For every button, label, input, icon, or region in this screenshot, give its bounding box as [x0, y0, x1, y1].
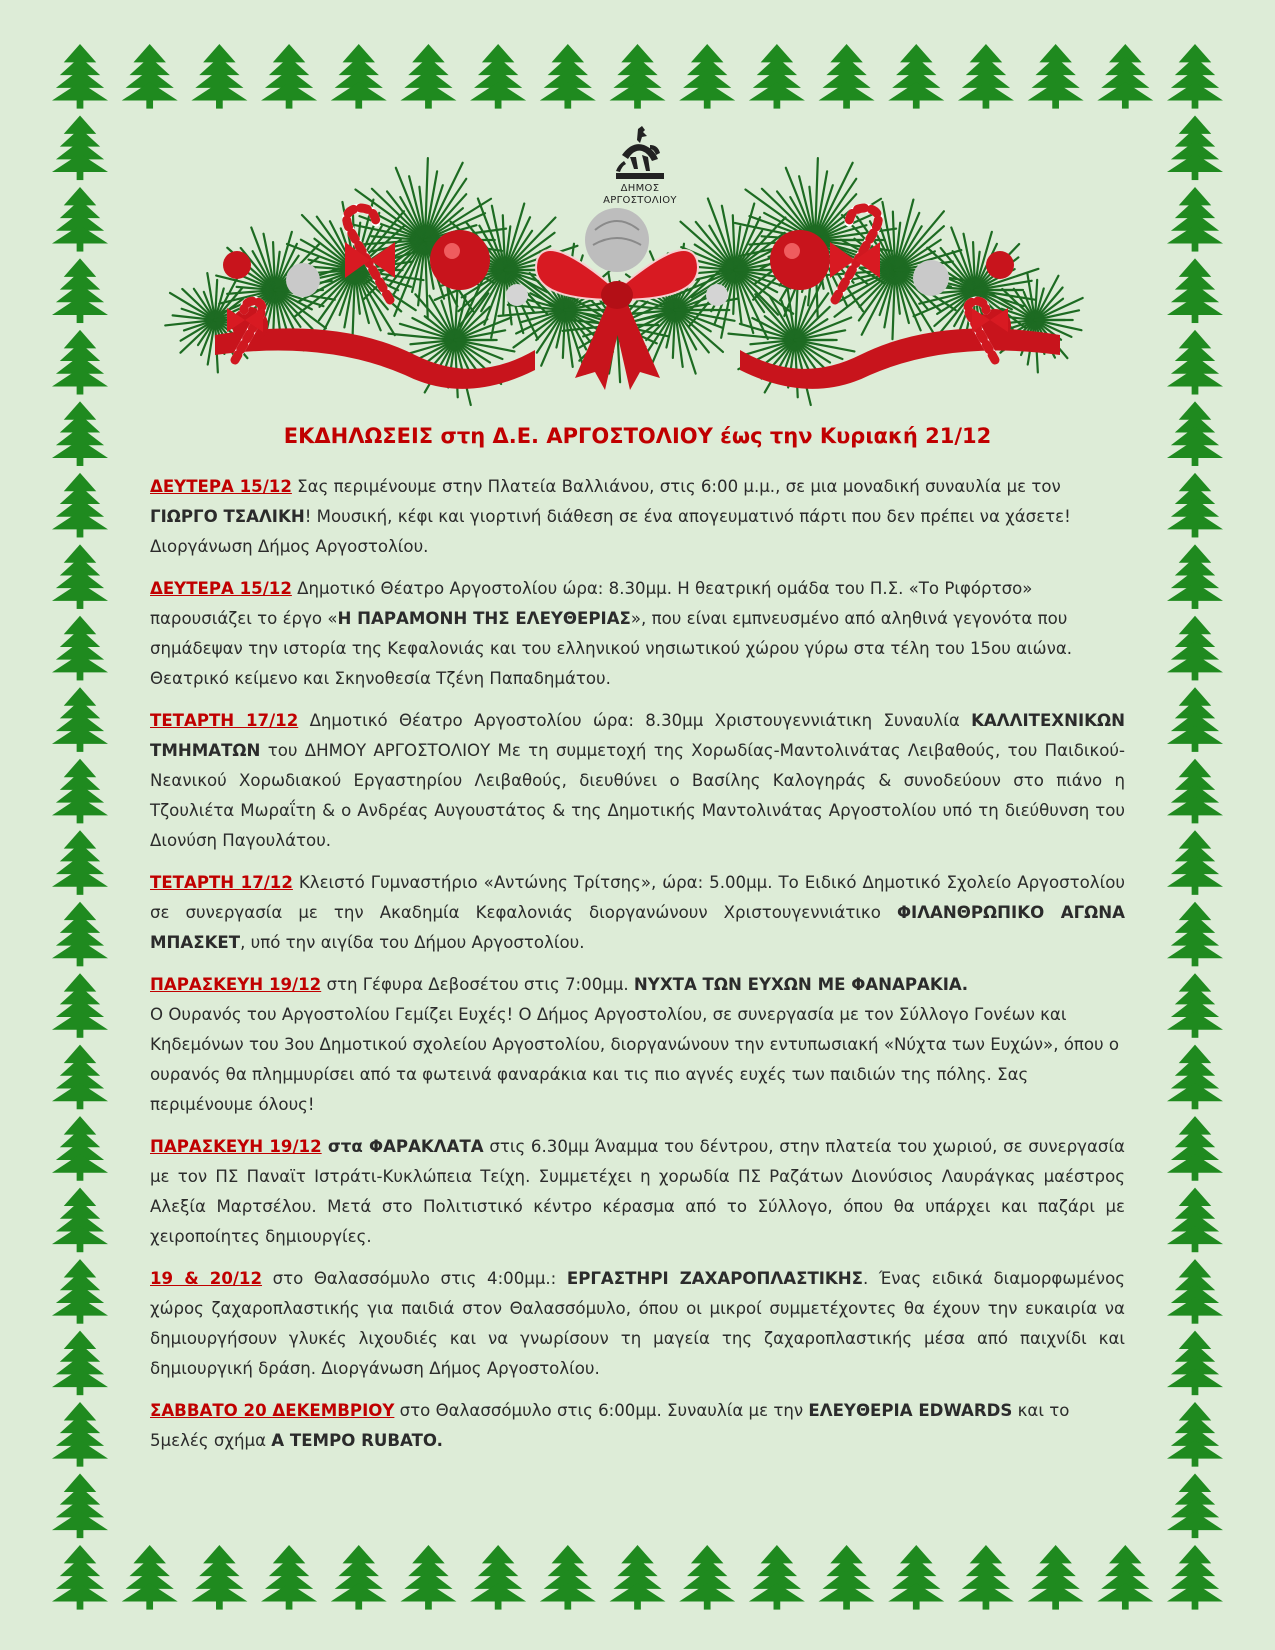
- christmas-tree-icon: [191, 1545, 247, 1610]
- events-list: [150, 472, 1125, 1468]
- christmas-tree-icon: [1097, 44, 1153, 109]
- christmas-tree-icon: [400, 44, 456, 109]
- christmas-tree-icon: [52, 902, 108, 967]
- christmas-tree-icon: [679, 1545, 735, 1610]
- event-highlight: ΕΡΓΑΣΤΗΡΙ ΖΑΧΑΡΟΠΛΑΣΤΙΚΗΣ: [566, 1269, 864, 1288]
- christmas-tree-icon: [52, 616, 108, 681]
- red-bauble: [430, 230, 490, 290]
- christmas-garland-illustration: [155, 150, 1120, 410]
- event-date-label: ΠΑΡΑΣΚΕΥΗ 19/12: [150, 975, 322, 994]
- event-highlight: ΝΥΧΤΑ ΤΩΝ ΕΥΧΩΝ ΜΕ ΦΑΝΑΡΑΚΙΑ.: [633, 975, 969, 994]
- christmas-tree-icon: [1097, 1545, 1153, 1610]
- christmas-tree-icon: [52, 1402, 108, 1467]
- christmas-tree-icon: [470, 1545, 526, 1610]
- christmas-tree-icon: [1167, 401, 1223, 466]
- christmas-tree-icon: [540, 44, 596, 109]
- silver-bauble: [706, 284, 728, 306]
- christmas-tree-icon: [52, 330, 108, 395]
- christmas-tree-icon: [52, 973, 108, 1038]
- christmas-tree-icon: [1167, 44, 1223, 109]
- silver-bauble: [585, 208, 649, 272]
- event-text: Σας περιμένουμε στην Πλατεία Βαλλιάνου, στις 6:00 μ.μ., σε μια μοναδική συναυλία με τον: [291, 477, 1061, 496]
- christmas-tree-icon: [52, 187, 108, 252]
- christmas-tree-icon: [1028, 1545, 1084, 1610]
- event-text: στο Θαλασσόμυλο στις 6:00μμ. Συναυλία με την: [394, 1401, 809, 1420]
- christmas-tree-icon: [1167, 1259, 1223, 1324]
- christmas-tree-icon: [52, 1474, 108, 1539]
- christmas-tree-icon: [819, 44, 875, 109]
- christmas-tree-icon: [1167, 1116, 1223, 1181]
- christmas-tree-icon: [1167, 902, 1223, 967]
- event-date-label: ΔΕΥΤΕΡΑ 15/12: [150, 579, 292, 598]
- event-text: Δημοτικό Θέατρο Αργοστολίου ώρα: 8.30μμ Χριστουγεννιάτικη Συναυλία: [298, 711, 972, 730]
- christmas-tree-icon: [1167, 973, 1223, 1038]
- event-date-label: ΔΕΥΤΕΡΑ 15/12: [150, 477, 292, 496]
- christmas-tree-icon: [52, 115, 108, 180]
- christmas-tree-icon: [1167, 258, 1223, 323]
- christmas-tree-icon: [958, 1545, 1014, 1610]
- christmas-tree-icon: [52, 1188, 108, 1253]
- red-bauble: [986, 251, 1014, 279]
- christmas-tree-icon: [331, 44, 387, 109]
- christmas-tree-icon: [191, 44, 247, 109]
- red-bauble: [770, 230, 830, 290]
- event-text: Ο Ουρανός του Αργοστολίου Γεμίζει Ευχές! Ο Δήμος Αργοστολίου, σε συνεργασία με τον Σύλλογο Γονέων και Κηδεμόνων του 3ου Δημοτικού σχολείου Αργοστολίου, διοργανώνουν την εντυπωσιακή «Νύχτα των Ευχών», όπου ο ουρανός θα πλημμυρίσει από τα φωτεινά φαναράκια και τις πιο αγνές ευχές των παιδιών της πόλης. Σας περιμένουμε όλους!: [150, 1005, 1120, 1114]
- christmas-tree-icon: [470, 44, 526, 109]
- christmas-tree-icon: [1167, 1545, 1223, 1610]
- event-paragraph: [150, 868, 1125, 958]
- silver-bauble: [913, 260, 949, 296]
- christmas-tree-icon: [52, 473, 108, 538]
- christmas-tree-icon: [888, 44, 944, 109]
- event-paragraph: [150, 970, 1125, 1120]
- christmas-tree-icon: [610, 1545, 666, 1610]
- event-paragraph: [150, 574, 1125, 694]
- christmas-tree-icon: [52, 759, 108, 824]
- christmas-tree-icon: [1167, 1474, 1223, 1539]
- red-bauble: [223, 251, 251, 279]
- christmas-tree-icon: [679, 44, 735, 109]
- christmas-tree-icon: [331, 1545, 387, 1610]
- christmas-tree-icon: [1167, 1188, 1223, 1253]
- event-paragraph: [150, 1396, 1125, 1456]
- silver-bauble: [506, 284, 528, 306]
- event-date-label: ΤΕΤΑΡΤΗ 17/12: [150, 711, 299, 730]
- christmas-tree-icon: [52, 1045, 108, 1110]
- event-highlight: ΓΙΩΡΓΟ ΤΣΑΛΙΚΗ: [150, 507, 305, 526]
- christmas-tree-icon: [52, 1116, 108, 1181]
- christmas-tree-icon: [52, 1331, 108, 1396]
- christmas-tree-icon: [400, 1545, 456, 1610]
- christmas-tree-icon: [52, 1545, 108, 1610]
- event-highlight: ΚΑΛΛΙΤΕΧΝΙΚΩΝ ΤΜΗΜΑΤΩΝ: [150, 711, 1125, 760]
- silver-bauble: [286, 263, 320, 297]
- event-text: ! Μουσική, κέφι και γιορτινή διάθεση σε ένα απογευματινό πάρτι που δεν πρέπει να χάσετε! Διοργάνωση Δήμος Αργοστολίου.: [150, 507, 1071, 556]
- event-highlight: ΕΛΕΥΘΕΡΙΑ EDWARDS: [808, 1401, 1013, 1420]
- christmas-tree-icon: [610, 44, 666, 109]
- christmas-tree-icon: [1167, 830, 1223, 895]
- christmas-tree-icon: [958, 44, 1014, 109]
- event-text: και το 5μελές σχήμα: [150, 1401, 1070, 1450]
- christmas-tree-icon: [52, 544, 108, 609]
- event-paragraph: [150, 706, 1125, 856]
- event-highlight: A TEMPO RUBATO.: [271, 1431, 443, 1450]
- christmas-tree-icon: [1167, 473, 1223, 538]
- event-paragraph: [150, 472, 1125, 562]
- event-text: του ΔΗΜΟΥ ΑΡΓΟΣΤΟΛΙΟΥ Με τη συμμετοχή της Χορωδίας-Μαντολινάτας Λειβαθούς, του Παιδικού-Νεανικού Χορωδιακού Εργαστηρίου Λειβαθούς, διευθύνει ο Βασίλης Καλογηράς & συνοδεύουν στο πιάνο η Τζουλιέτα Μωραΐτη & ο Ανδρέας Αυγουστάτος & της Δημοτικής Μαντολινάτας Αργοστολίου υπό τη διεύθυνση του Διονύση Παγουλάτου.: [150, 741, 1125, 850]
- christmas-tree-icon: [1167, 544, 1223, 609]
- christmas-tree-icon: [1167, 759, 1223, 824]
- christmas-tree-icon: [1167, 687, 1223, 752]
- event-text: . Ένας ειδικά διαμορφωμένος χώρος ζαχαροπλαστικής για παιδιά στον Θαλασσόμυλο, όπου οι μικροί συμμετέχοντες θα έχουν την ευκαιρία να δημιουργήσουν γλυκές λιχουδιές και να γνωρίσουν τη μαγεία της ζαχαροπλαστικής μέσα από παιχνίδι και δημιουργική δράση. Διοργάνωση Δήμος Αργοστολίου.: [150, 1269, 1125, 1378]
- event-date-label: ΣΑΒΒΑΤΟ 20 ΔΕΚΕΜΒΡΙΟΥ: [150, 1401, 395, 1420]
- christmas-tree-icon: [1028, 44, 1084, 109]
- event-paragraph: [150, 1264, 1125, 1384]
- christmas-tree-icon: [261, 44, 317, 109]
- christmas-tree-icon: [122, 44, 178, 109]
- christmas-tree-icon: [1167, 1402, 1223, 1467]
- christmas-tree-icon: [1167, 115, 1223, 180]
- event-text: Δημοτικό Θέατρο Αργοστολίου ώρα: 8.30μμ. Η θεατρική ομάδα του Π.Σ. «Το Ριφόρτσο» παρουσιάζει το έργο «: [150, 579, 1033, 628]
- christmas-tree-icon: [52, 44, 108, 109]
- christmas-tree-icon: [749, 1545, 805, 1610]
- page-title: ΕΚΔΗΛΩΣΕΙΣ στη Δ.Ε. ΑΡΓΟΣΤΟΛΙΟΥ έως την Κυριακή 21/12: [283, 424, 992, 448]
- christmas-tree-icon: [52, 1259, 108, 1324]
- logo-line1: ΔΗΜΟΣ: [620, 183, 660, 194]
- christmas-tree-icon: [1167, 330, 1223, 395]
- event-text: στη Γέφυρα Δεβοσέτου στις 7:00μμ.: [321, 975, 634, 994]
- christmas-tree-icon: [52, 830, 108, 895]
- christmas-tree-icon: [122, 1545, 178, 1610]
- christmas-tree-icon: [52, 401, 108, 466]
- christmas-tree-icon: [1167, 616, 1223, 681]
- event-highlight: Η ΠΑΡΑΜΟΝΗ ΤΗΣ ΕΛΕΥΘΕΡΙΑΣ: [337, 609, 631, 628]
- christmas-tree-icon: [1167, 1331, 1223, 1396]
- christmas-tree-icon: [52, 258, 108, 323]
- event-highlight: ΦΙΛΑΝΘΡΩΠΙΚΟ ΑΓΩΝΑ ΜΠΑΣΚΕΤ: [150, 903, 1125, 952]
- christmas-tree-icon: [749, 44, 805, 109]
- event-date-label: ΤΕΤΑΡΤΗ 17/12: [150, 873, 293, 892]
- christmas-tree-icon: [888, 1545, 944, 1610]
- event-text: , υπό την αιγίδα του Δήμου Αργοστολίου.: [240, 933, 585, 952]
- event-text: στις 6.30μμ Άναμμα του δέντρου, στην πλατεία του χωριού, σε συνεργασία με τον ΠΣ Παναϊτ Ιστράτι-Κυκλώπεια Τείχη. Συμμετέχει η χορωδία ΠΣ Ραζάτων Διονύσιος Λαυράγκας μαέστρος Αλεξία Μαρτσέλου. Μετά στο Πολιτιστικό κέντρο κέρασμα από το Σύλλογο, όπου θα υπάρχει και παζάρι με χειροποίητες δημιουργίες.: [150, 1137, 1125, 1246]
- event-highlight: στα ΦΑΡΑΚΛΑΤΑ: [321, 1137, 484, 1156]
- christmas-tree-icon: [52, 687, 108, 752]
- event-date-label: ΠΑΡΑΣΚΕΥΗ 19/12: [150, 1137, 322, 1156]
- christmas-tree-icon: [540, 1545, 596, 1610]
- event-text: στο Θαλασσόμυλο στις 4:00μμ.:: [262, 1269, 567, 1288]
- event-paragraph: [150, 1132, 1125, 1252]
- christmas-tree-icon: [1167, 187, 1223, 252]
- logo-line2: ΑΡΓΟΣΤΟΛΙΟΥ: [603, 195, 677, 206]
- event-date-label: 19 & 20/12: [150, 1269, 263, 1288]
- christmas-tree-icon: [1167, 1045, 1223, 1110]
- christmas-tree-icon: [261, 1545, 317, 1610]
- event-text: », που είναι εμπνευσμένο από αληθινά γεγονότα που σημάδεψαν την ιστορία της Κεφαλονιάς και του ελληνικού νησιωτικού χώρου γύρω στα τέλη του 15ου αιώνα. Θεατρικό κείμενο και Σκηνοθεσία Τζένη Παπαδημάτου.: [150, 609, 1073, 688]
- christmas-tree-icon: [819, 1545, 875, 1610]
- event-text: Κλειστό Γυμναστήριο «Αντώνης Τρίτσης», ώρα: 5.00μμ. Το Ειδικό Δημοτικό Σχολείο Αργοστολίου σε συνεργασία με την Ακαδημία Κεφαλονιάς διοργανώνουν Χριστουγεννιάτικο: [150, 873, 1125, 922]
